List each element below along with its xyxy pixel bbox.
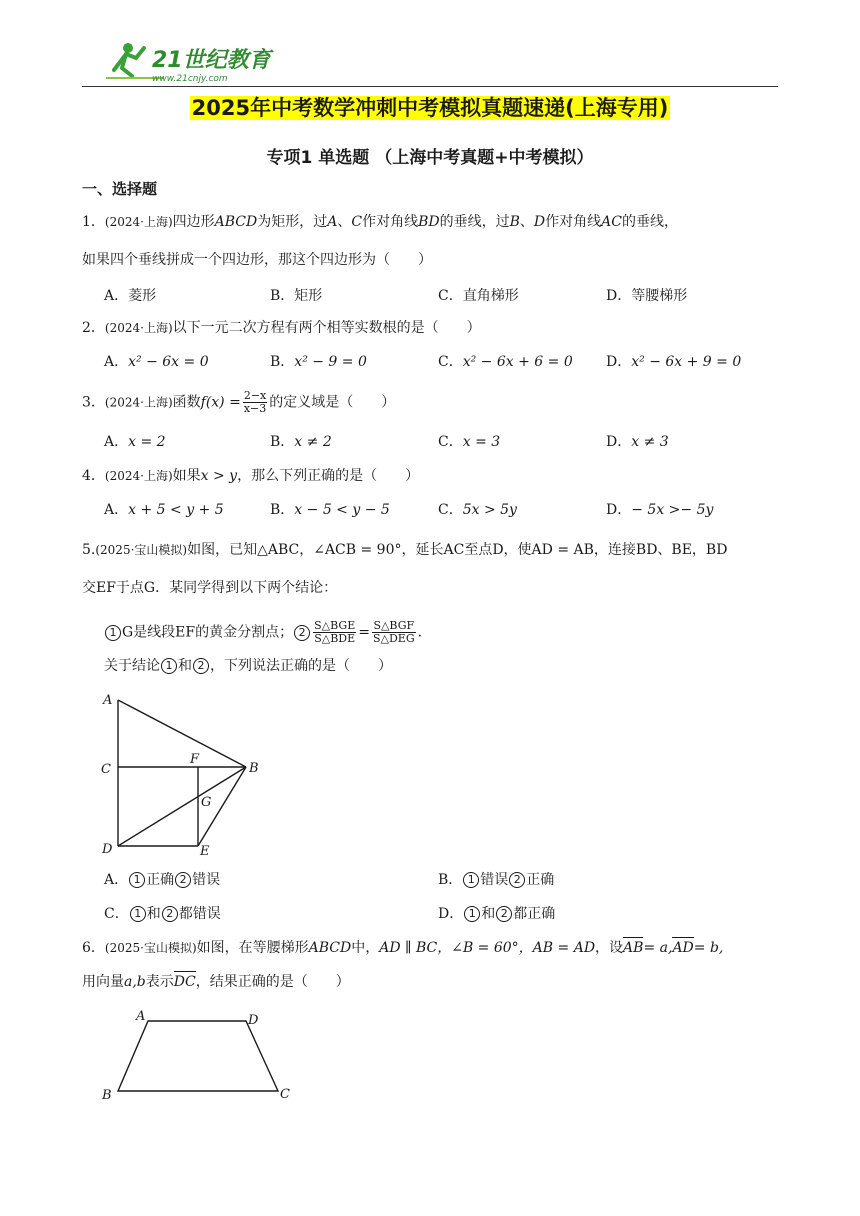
label-g: G xyxy=(201,795,212,810)
label-d: D xyxy=(248,1013,259,1028)
label-b: B xyxy=(249,761,259,776)
q3-option-c: C．x = 3 xyxy=(438,434,501,450)
site-logo xyxy=(104,40,274,84)
q5-option-d: D． 1 和 2 都正确 xyxy=(438,906,556,922)
header-rule xyxy=(82,86,778,87)
q1-option-c: C．直角梯形 xyxy=(438,288,519,304)
q5-question: 关于结论 1 和 2 ，下列说法正确的是（ ） xyxy=(104,658,392,674)
q3-option-a: A．x = 2 xyxy=(104,434,166,450)
q1-option-a: A．菱形 xyxy=(104,288,157,304)
trapezoid-abcd xyxy=(118,1021,278,1091)
label-f: F xyxy=(190,752,200,767)
q1-line2: 如果四个垂线拼成一个四边形，那这个四边形为（ ） xyxy=(82,252,432,268)
q3-stem: 3．(2024·上海)函数f(x) = $\frac{2-x}{x-3}$ 的定义域是（ ） xyxy=(82,389,396,415)
q5-line1: 5.(2025·宝山模拟)如图，已知△ABC，∠ACB = 90°，延长AC至点D，使AD = AB，连接BD、BE，BD xyxy=(82,542,728,558)
q4-stem: 4．(2024·上海)如果x > y，那么下列正确的是（ ） xyxy=(82,468,420,484)
page-title xyxy=(0,92,860,122)
q3-fraction: $\frac{2-x}{x-3}$ xyxy=(243,389,267,415)
q2-option-a: A．x² − 6x = 0 xyxy=(104,354,209,370)
q6-line1: 6．(2025·宝山模拟)如图，在等腰梯形ABCD中，AD ∥ BC，∠B = 60°，AB = AD，设AB= a,AD= b, xyxy=(82,940,724,956)
q4-option-c: C．5x > 5y xyxy=(438,502,517,518)
label-b: B xyxy=(102,1088,112,1103)
q6-line2: 用向量a,b表示DC，结果正确的是（ ） xyxy=(82,974,350,990)
circled-1-icon: 1 xyxy=(105,625,121,641)
q5-option-c: C． 1 和 2 都错误 xyxy=(104,906,221,922)
logo-text: 21世纪教育 xyxy=(152,48,271,73)
q2-option-b: B．x² − 9 = 0 xyxy=(270,354,367,370)
segment-ab xyxy=(118,700,246,767)
q2-option-d: D．x² − 6x + 9 = 0 xyxy=(606,354,742,370)
q2-option-c: C．x² − 6x + 6 = 0 xyxy=(438,354,573,370)
q5-option-b: B． 1 错误 2 正确 xyxy=(438,872,555,888)
q4-option-a: A．x + 5 < y + 5 xyxy=(104,502,224,518)
label-e: E xyxy=(200,844,210,859)
circled-2-icon: 2 xyxy=(294,625,310,641)
q1-option-b: B．矩形 xyxy=(270,288,323,304)
q2-stem: 2．(2024·上海)以下一元二次方程有两个相等实数根的是（ ） xyxy=(82,320,481,336)
q5-conclusions: 1 G是线段EF的黄金分割点； 2 $\frac{\text{S△BGE}}{\text{S△BDE}}$ = $\frac{\text{S△BGF}}{\text{S△DEG}}$ . xyxy=(104,620,422,645)
label-a: A xyxy=(136,1009,146,1024)
q1-option-d: D．等腰梯形 xyxy=(606,288,688,304)
label-c: C xyxy=(280,1087,290,1102)
page-subtitle: 专项1 单选题 （上海中考真题+中考模拟） xyxy=(266,148,594,168)
label-c: C xyxy=(101,762,111,777)
q5-line2: 交EF于点G．某同学得到以下两个结论： xyxy=(82,580,338,596)
q3-option-d: D．x ≠ 3 xyxy=(606,434,669,450)
logo-url: www.21cnjy.com xyxy=(152,74,228,84)
q5-option-a: A． 1 正确 2 错误 xyxy=(104,872,221,888)
page-title-text: 2025年中考数学冲刺中考模拟真题速递(上海专用) xyxy=(191,96,669,120)
q3-option-b: B．x ≠ 2 xyxy=(270,434,332,450)
label-a: A xyxy=(103,693,113,708)
q5-figure xyxy=(98,688,273,864)
q1-line1: 1．(2024·上海)四边形ABCD为矩形，过A、C作对角线BD的垂线，过B、D作对角线AC的垂线， xyxy=(82,214,678,230)
q6-figure xyxy=(98,1004,298,1108)
q4-option-b: B．x − 5 < y − 5 xyxy=(270,502,390,518)
segment-db xyxy=(118,767,246,846)
label-d: D xyxy=(102,842,113,857)
q4-option-d: D．− 5x >− 5y xyxy=(606,502,714,518)
section-heading: 一、选择题 xyxy=(82,180,158,198)
